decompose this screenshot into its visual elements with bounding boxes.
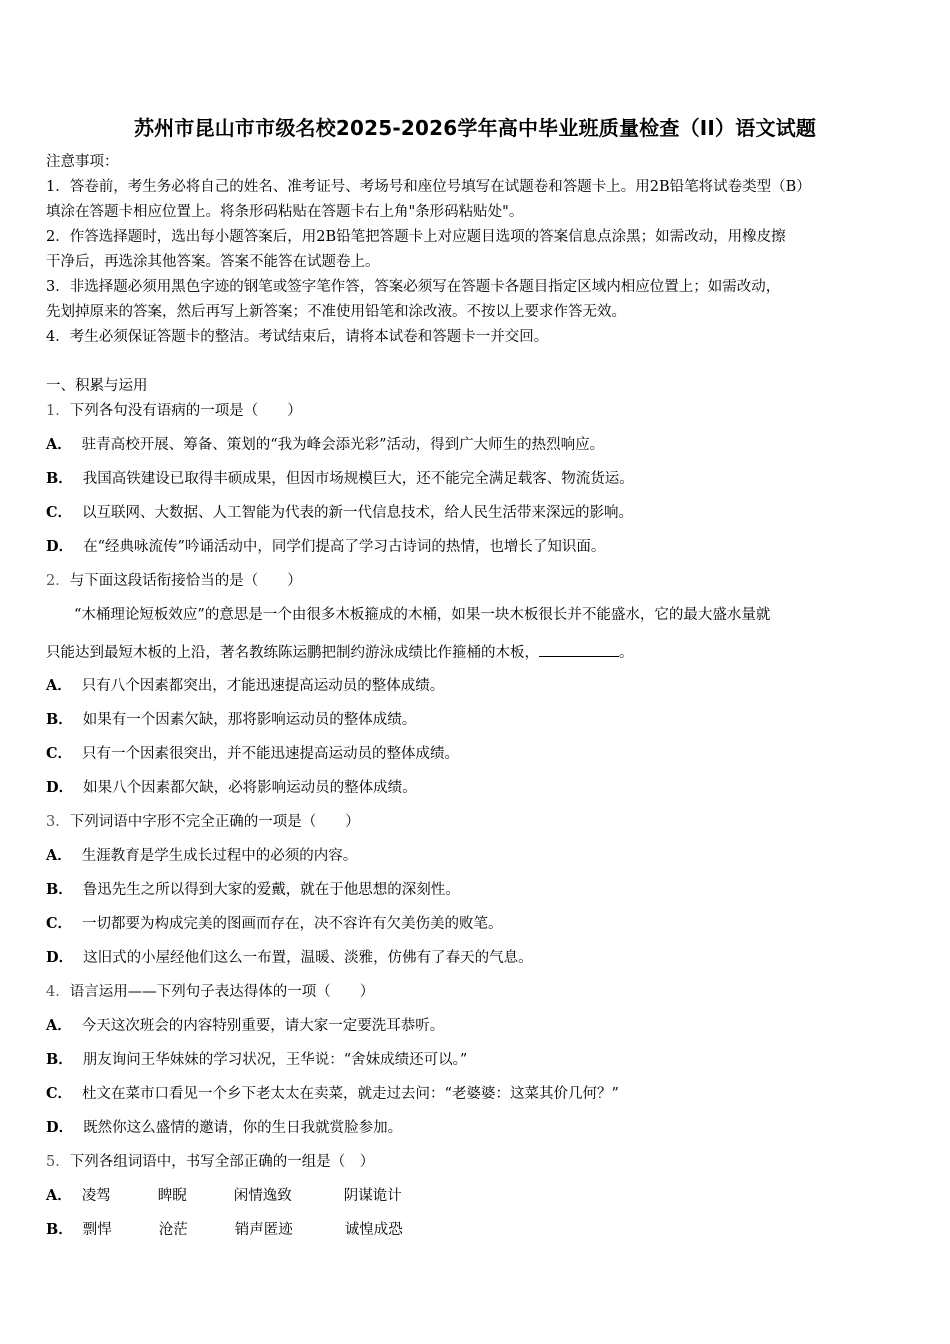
option-label: B． [46,881,73,898]
question-number: 1． [46,403,70,419]
question-text: 下列各句没有语病的一项是（ ） [69,403,302,419]
fill-blank [539,642,619,657]
option-word: 闲情逸致 [233,1188,292,1204]
option-text: 杜文在菜市口看见一个乡下老太太在卖菜，就走过去问：“老婆婆：这菜其价几何？” [82,1086,619,1102]
option-label: A． [46,1187,72,1204]
option-d [46,1118,402,1138]
option-label: A． [46,677,72,694]
option-text: 以互联网、大数据、人工智能为代表的新一代信息技术，给人民生活带来深远的影响。 [82,505,634,521]
option-text: 朋友询问王华妹妹的学习状况，王华说：“舍妹成绩还可以。” [82,1052,468,1068]
question-2-stem [46,571,302,591]
option-word: 凌驾 [81,1188,111,1204]
option-text: 只有一个因素很突出，并不能迅速提高运动员的整体成绩。 [82,746,460,762]
passage-text: 只能达到最短木板的上沿，著名教练陈运鹏把制约游泳成绩比作箍桶的木板， [46,645,539,661]
option-text: 如果八个因素都欠缺，必将影响运动员的整体成绩。 [83,780,417,796]
option-a [46,1016,444,1036]
option-text: 我国高铁建设已取得丰硕成果，但因市场规模巨大，还不能完全满足载客、物流货运。 [82,471,634,487]
option-d [46,948,533,968]
option-text: 今天这次班会的内容特别重要，请大家一定要洗耳恭听。 [81,1018,445,1034]
option-c [46,503,633,523]
option-c [46,1084,619,1104]
option-label: B． [46,470,73,487]
page-title: 苏州市昆山市市级名校2025-2026学年高中毕业班质量检查（II）语文试题 [133,116,817,140]
notice-line: 3．非选择题必须用黑色字迹的钢笔或签字笔作答，答案必须写在答题卡各题目指定区域内相应位置上；如需改动， [46,279,781,295]
option-text: 生涯教育是学生成长过程中的必须的内容。 [81,848,358,864]
option-label: C． [46,504,73,521]
option-a [46,676,444,696]
option-label: A． [46,436,72,453]
notice-line: 4．考生必须保证答题卡的整洁。考试结束后，请将本试卷和答题卡一并交回。 [46,329,549,345]
option-text: 这旧式的小屋经他们这么一布置，温暖、淡雅，仿佛有了春天的气息。 [83,950,533,966]
option-label: B． [46,1051,73,1068]
option-label: D． [46,949,74,966]
option-label: A． [46,847,72,864]
question-1-stem [46,401,302,421]
question-3-stem [46,812,360,832]
option-label: C． [46,915,73,932]
option-b [46,880,460,900]
option-label: B． [46,711,73,728]
option-a [46,846,357,866]
option-label: D． [46,538,74,555]
option-text: 只有八个因素都突出，才能迅速提高运动员的整体成绩。 [81,678,445,694]
option-label: C． [46,745,73,762]
question-number: 3． [46,814,70,830]
question-number: 4． [46,984,70,1000]
notice-heading: 注意事项： [46,154,119,170]
option-b [46,469,634,489]
option-label: B． [46,1221,73,1238]
section-heading: 一、积累与运用 [46,378,148,394]
option-d [46,537,605,557]
option-text: 驻青高校开展、筹备、策划的“我为峰会添光彩”活动，得到广大师生的热烈响应。 [81,437,605,453]
notice-line: 先划掉原来的答案，然后再写上新答案；不准使用铅笔和涂改液。不按以上要求作答无效。 [46,304,626,320]
option-d [46,778,417,798]
option-label: D． [46,1119,74,1136]
option-text: 一切都要为构成完美的图画而存在，决不容许有欠美伤美的败笔。 [82,916,503,932]
question-4-stem [46,982,374,1002]
option-word: 剽悍 [82,1222,112,1238]
option-word: 阴谋诡计 [343,1188,402,1204]
passage-line [46,642,634,663]
question-number: 2． [46,573,70,589]
option-word: 销声匿迹 [234,1222,293,1238]
option-text: 如果有一个因素欠缺，那将影响运动员的整体成绩。 [82,712,417,728]
option-a [46,435,604,455]
question-text: 与下面这段话衔接恰当的是（ ） [69,573,302,589]
option-word: 沧茫 [158,1222,188,1238]
option-word: 诚惶成恐 [344,1222,403,1238]
notice-line: 干净后，再选涂其他答案。答案不能答在试题卷上。 [46,254,380,270]
option-text: 鲁迅先生之所以得到大家的爱戴，就在于他思想的深刻性。 [82,882,460,898]
option-b [46,1220,421,1240]
notice-line: 填涂在答题卡相应位置上。将条形码粘贴在答题卡右上角"条形码粘贴处"。 [46,204,524,220]
notice-line: 1．答卷前，考生务必将自己的姓名、准考证号、考场号和座位号填写在试题卷和答题卡上。用2B铅笔将试卷类型（B） [46,179,811,195]
option-text: 既然你这么盛情的邀请，你的生日我就赏脸参加。 [83,1120,403,1136]
question-text: 下列各组词语中，书写全部正确的一组是（ ） [69,1154,375,1170]
notice-line: 2．作答选择题时，选出每小题答案后，用2B铅笔把答题卡上对应题目选项的答案信息点涂黑；如需改动，用橡皮擦 [46,229,786,245]
option-word: 睥睨 [157,1188,187,1204]
question-number: 5． [46,1154,70,1170]
option-label: D． [46,779,74,796]
option-label: C． [46,1085,73,1102]
option-c [46,744,459,764]
option-label: A． [46,1017,72,1034]
option-text: 在“经典咏流传”吟诵活动中，同学们提高了学习古诗词的热情，也增长了知识面。 [83,539,606,555]
passage-line: “木桶理论短板效应”的意思是一个由很多木板箍成的木桶，如果一块木板很长并不能盛水，它的最大盛水量就 [74,607,771,623]
option-a [46,1186,420,1206]
question-text: 下列词语中字形不完全正确的一项是（ ） [69,814,360,830]
option-c [46,914,503,934]
passage-end: 。 [619,645,634,661]
option-b [46,710,416,730]
option-b [46,1050,467,1070]
question-5-stem [46,1152,374,1172]
question-text: 语言运用——下列句子表达得体的一项（ ） [69,984,375,1000]
